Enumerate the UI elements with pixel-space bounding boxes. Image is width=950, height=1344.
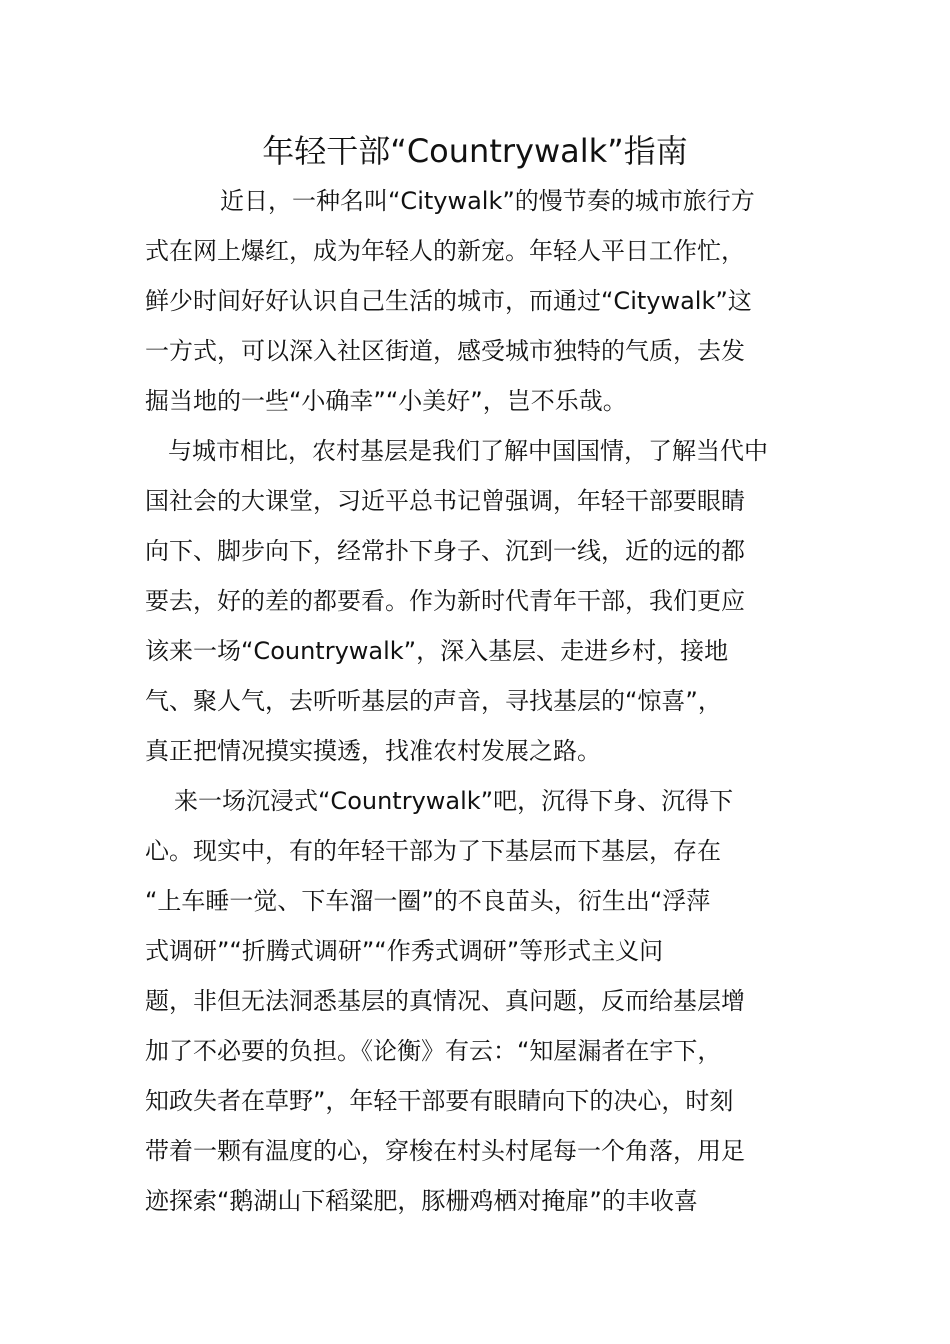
text-line: 来一场沉浸式“Countrywalk”吧，沉得下身、沉得下 — [174, 787, 734, 815]
text-line: 真正把情况摸实摸透，找准农村发展之路。 — [145, 737, 601, 765]
text-line: 近日，一种名叫“Citywalk”的慢节奏的城市旅行方 — [220, 187, 755, 215]
text-line: 心。现实中，有的年轻干部为了下基层而下基层，存在 — [145, 837, 721, 865]
document-title: 年轻干部“Countrywalk”指南 — [262, 132, 688, 170]
text-line: 知政失者在草野”，年轻干部要有眼睛向下的决心，时刻 — [145, 1087, 734, 1115]
text-line: 掘当地的一些“小确幸”“小美好”，岂不乐哉。 — [145, 387, 627, 415]
text-line: 向下、脚步向下，经常扑下身子、沉到一线，近的远的都 — [145, 537, 745, 565]
text-line: 国社会的大课堂，习近平总书记曾强调，年轻干部要眼睛 — [145, 487, 745, 515]
text-line: 式调研”“折腾式调研”“作秀式调研”等形式主义问 — [145, 937, 664, 965]
text-line: 与城市相比，农村基层是我们了解中国国情，了解当代中 — [168, 437, 768, 465]
text-line: 鲜少时间好好认识自己生活的城市，而通过“Citywalk”这 — [145, 287, 752, 315]
text-line: 气、聚人气，去听听基层的声音，寻找基层的“惊喜”， — [145, 687, 722, 715]
text-line: 带着一颗有温度的心，穿梭在村头村尾每一个角落，用足 — [145, 1137, 745, 1165]
text-line: 迹探索“鹅湖山下稻粱肥，豚栅鸡栖对掩扉”的丰收喜 — [145, 1187, 698, 1215]
text-line: 题，非但无法洞悉基层的真情况、真问题，反而给基层增 — [145, 987, 745, 1015]
text-line: “上车睡一觉、下车溜一圈”的不良苗头，衍生出“浮萍 — [145, 887, 711, 915]
text-line: 式在网上爆红，成为年轻人的新宠。年轻人平日工作忙， — [145, 237, 745, 265]
text-line: 一方式，可以深入社区街道，感受城市独特的气质，去发 — [145, 337, 745, 365]
text-line: 加了不必要的负担。《论衡》有云：“知屋漏者在宇下， — [145, 1037, 722, 1065]
text-line: 要去，好的差的都要看。作为新时代青年干部，我们更应 — [145, 587, 745, 615]
text-line: 该来一场“Countrywalk”，深入基层、走进乡村，接地 — [145, 637, 729, 665]
